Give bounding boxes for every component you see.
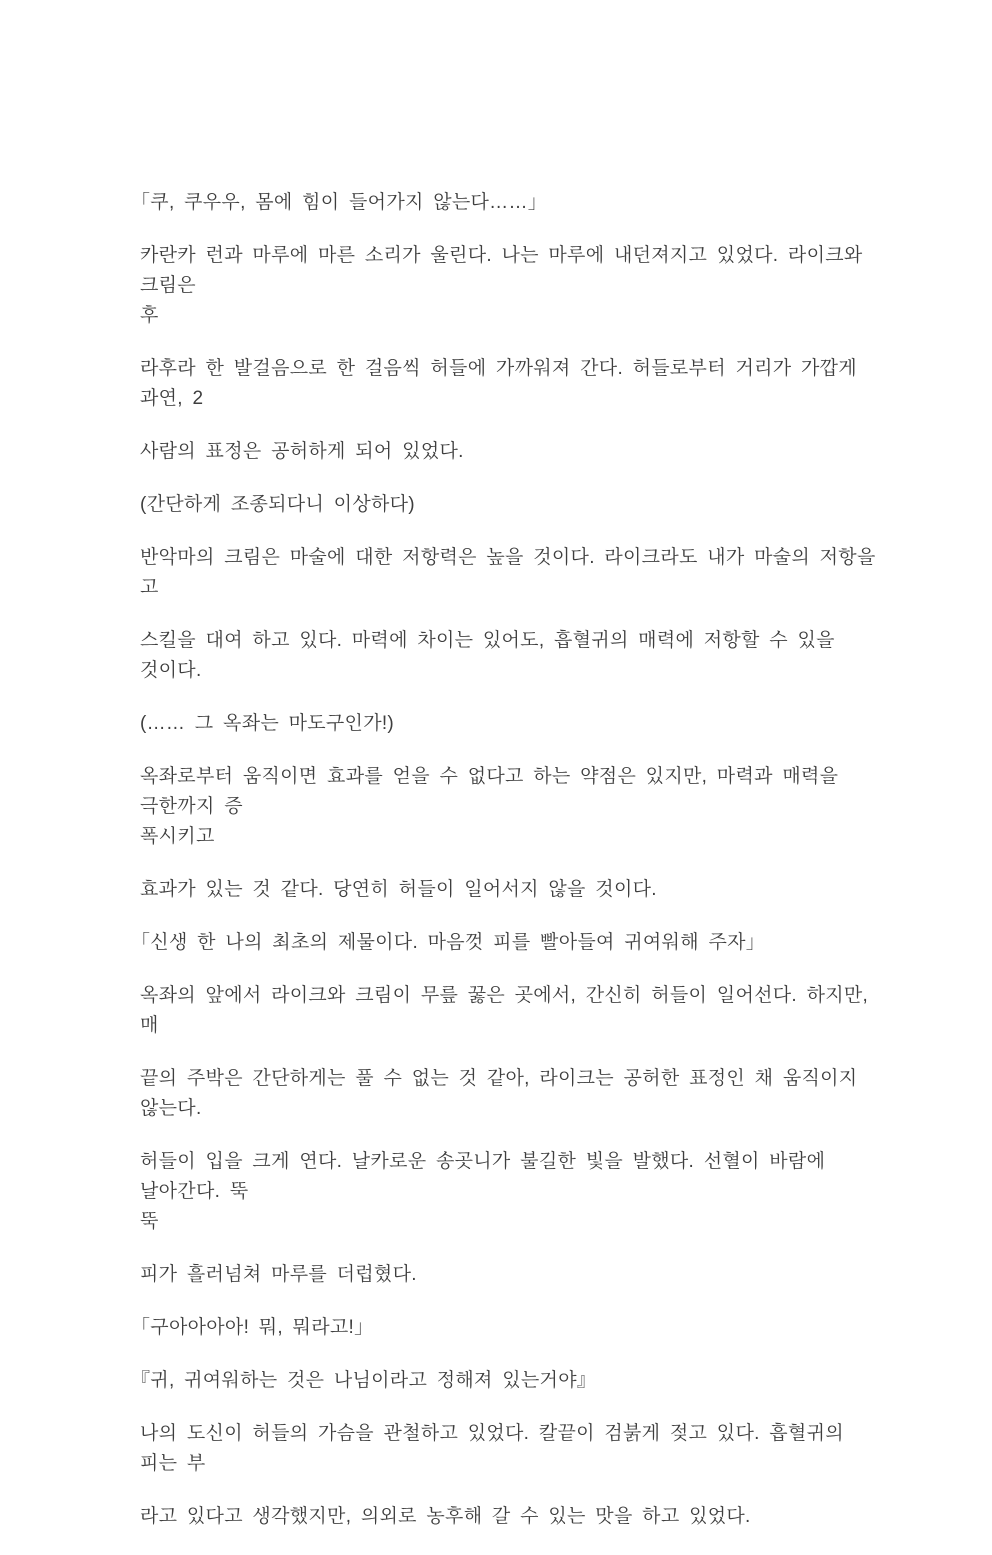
paragraph [140, 1419, 882, 1479]
paragraph [140, 543, 882, 603]
paragraph [140, 490, 882, 520]
paragraph-line: 카란카 런과 마루에 마른 소리가 울린다. 나는 마루에 내던져지고 있었다. 라이크와 크림은 [140, 245, 863, 296]
paragraph [131, 188, 882, 218]
paragraph-line: 피가 흘러넘쳐 마루를 더럽혔다. [140, 1264, 417, 1285]
paragraph [140, 981, 882, 1041]
novel-text-block [131, 188, 882, 1555]
paragraph [140, 354, 882, 414]
paragraph [140, 626, 882, 686]
paragraph [140, 875, 882, 905]
paragraph-line: 폭시키고 [140, 826, 215, 847]
paragraph-line: 옥좌의 앞에서 라이크와 크림이 무릎 꿇은 곳에서, 간신히 허들이 일어선다. 하지만, 매 [140, 985, 869, 1036]
paragraph [131, 1313, 882, 1343]
paragraph [140, 241, 882, 331]
paragraph-line: 허들이 입을 크게 연다. 날카로운 송곳니가 불길한 빛을 발했다. 선혈이 바람에 날아간다. 뚝 [140, 1151, 826, 1202]
paragraph-line: 「구아아아아! 뭐, 뭐라고!」 [131, 1317, 374, 1338]
paragraph-line: (…… 그 옥좌는 마도구인가!) [140, 713, 395, 734]
paragraph [131, 928, 882, 958]
paragraph [140, 1260, 882, 1290]
paragraph [140, 1147, 882, 1237]
paragraph-line: 옥좌로부터 움직이면 효과를 얻을 수 없다고 하는 약점은 있지만, 마력과 매력을 극한까지 증 [140, 766, 839, 817]
paragraph-line: 『귀, 귀여워하는 것은 나님이라고 정해져 있는거야』 [131, 1370, 597, 1391]
paragraph-line: 효과가 있는 것 같다. 당연히 허들이 일어서지 않을 것이다. [140, 879, 657, 900]
paragraph-line: 나의 도신이 허들의 가슴을 관철하고 있었다. 칼끝이 검붉게 젖고 있다. 흡혈귀의 피는 부 [140, 1423, 844, 1474]
paragraph [140, 437, 882, 467]
paragraph-line: 뚝 [140, 1211, 159, 1232]
paragraph-line: 반악마의 크림은 마술에 대한 저항력은 높을 것이다. 라이크라도 내가 마술의 저항을 고 [140, 547, 876, 598]
paragraph-line: 「신생 한 나의 최초의 제물이다. 마음껏 피를 빨아들여 귀여워해 주자」 [131, 932, 766, 953]
paragraph-line: 스킬을 대여 하고 있다. 마력에 차이는 있어도, 흡혈귀의 매력에 저항할 수 있을 것이다. [140, 630, 835, 681]
paragraph-line: 끝의 주박은 간단하게는 풀 수 없는 것 같아, 라이크는 공허한 표정인 채 움직이지 않는다. [140, 1068, 858, 1119]
paragraph-line: 후 [140, 305, 159, 326]
paragraph-line: 라후라 한 발걸음으로 한 걸음씩 허들에 가까워져 간다. 허들로부터 거리가 가깝게 과연, 2 [140, 358, 857, 409]
paragraph [140, 1064, 882, 1124]
paragraph-line: (간단하게 조종되다니 이상하다) [140, 494, 415, 515]
paragraph [140, 1502, 882, 1532]
paragraph-line: 라고 있다고 생각했지만, 의외로 농후해 갈 수 있는 맛을 하고 있었다. [140, 1506, 751, 1527]
paragraph [140, 709, 882, 739]
paragraph [131, 1366, 882, 1396]
paragraph-line: 사람의 표정은 공허하게 되어 있었다. [140, 441, 464, 462]
paragraph-line: 「쿠, 쿠우우, 몸에 힘이 들어가지 않는다……」 [131, 192, 548, 213]
paragraph [140, 762, 882, 852]
